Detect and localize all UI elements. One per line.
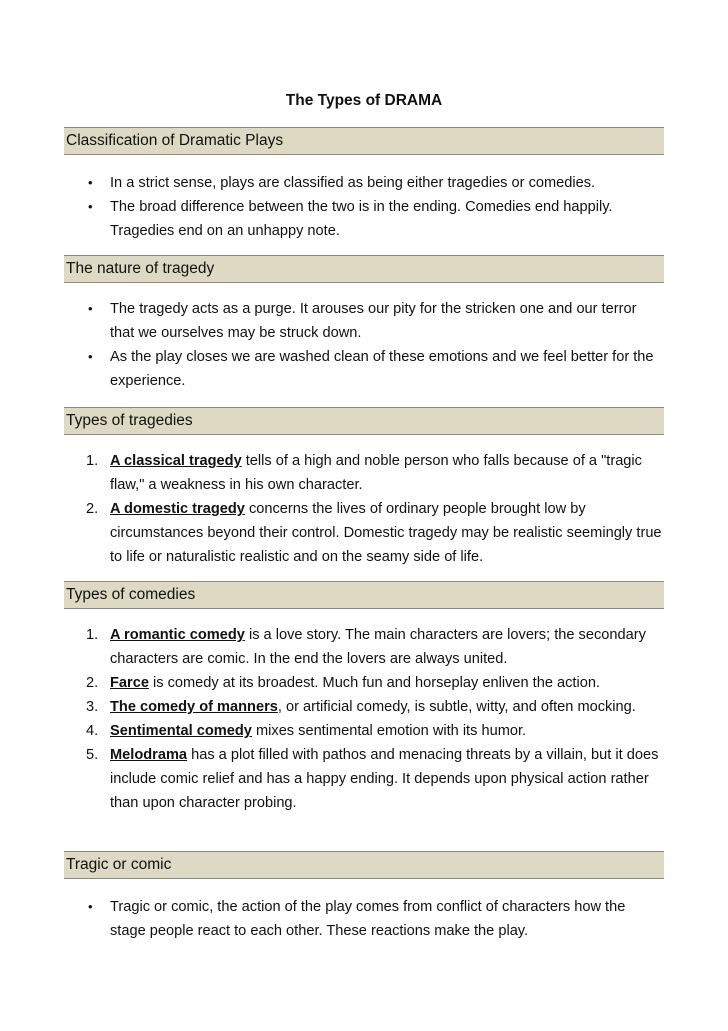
list-item — [64, 195, 664, 243]
defined-term: A classical tragedy — [110, 453, 242, 469]
defined-term: A romantic comedy — [110, 627, 245, 643]
list-item-text: has a plot filled with pathos and menacing threats by a villain, but it does include comic relief and has a happy ending. It depends upon physical action rather than upon character probing. — [110, 747, 659, 811]
list-item-text: In a strict sense, plays are classified as being either tragedies or comedies. — [110, 175, 596, 191]
number-marker: 2. — [86, 501, 99, 517]
number-marker: 3. — [86, 699, 99, 715]
list-item — [64, 345, 664, 393]
list-item-text: mixes sentimental emotion with its humor. — [251, 723, 527, 739]
bullet-marker: • — [88, 899, 93, 914]
list-item-text: The tragedy acts as a purge. It arouses our pity for the stricken one and our terror that we ourselves may be struck down. — [110, 301, 637, 341]
list-item — [64, 297, 664, 345]
bullet-marker: • — [88, 199, 93, 214]
section-list-types-of-comedies — [64, 623, 664, 815]
section-heading-nature-of-tragedy: The nature of tragedy — [64, 255, 664, 283]
list-item-text: is comedy at its broadest. Much fun and horseplay enliven the action. — [148, 675, 600, 691]
document-title: The Types of DRAMA — [285, 92, 443, 109]
defined-term: Sentimental comedy — [110, 723, 252, 739]
list-item — [64, 695, 664, 719]
list-item — [64, 743, 664, 815]
number-marker: 1. — [86, 453, 99, 469]
list-item-text: , or artificial comedy, is subtle, witty, and often mocking. — [277, 699, 636, 715]
number-marker: 4. — [86, 723, 99, 739]
list-item-text: Tragic or comic, the action of the play comes from conflict of characters how the stage people react to each other. These reactions make the play. — [110, 899, 626, 939]
list-item — [64, 719, 664, 743]
section-heading-types-of-tragedies: Types of tragedies — [64, 407, 664, 435]
list-item-text: tells of a high and noble person who falls because of a "tragic flaw," a weakness in his own character. — [110, 453, 642, 493]
section-list-tragic-or-comic — [64, 895, 664, 943]
section-heading-tragic-or-comic: Tragic or comic — [64, 851, 664, 879]
defined-term: Farce — [110, 675, 149, 691]
number-marker: 1. — [86, 627, 99, 643]
defined-term: A domestic tragedy — [110, 501, 245, 517]
section-heading-types-of-comedies: Types of comedies — [64, 581, 664, 609]
section-list-types-of-tragedies — [64, 449, 664, 569]
list-item — [64, 497, 664, 569]
bullet-marker: • — [88, 175, 93, 190]
number-marker: 5. — [86, 747, 99, 763]
defined-term: The comedy of manners — [110, 699, 278, 715]
bullet-marker: • — [88, 301, 93, 316]
defined-term: Melodrama — [110, 747, 188, 763]
list-item — [64, 671, 664, 695]
list-item-text: concerns the lives of ordinary people brought low by circumstances beyond their control. Domestic tragedy may be realistic seemingly true to life or naturalistic realistic and on the seamy side of life. — [110, 501, 662, 565]
list-item — [64, 171, 664, 195]
list-item — [64, 449, 664, 497]
list-item-text: As the play closes we are washed clean of these emotions and we feel better for the experience. — [110, 349, 654, 389]
list-item-text: The broad difference between the two is in the ending. Comedies end happily. Tragedies end on an unhappy note. — [110, 199, 613, 239]
list-item-text: is a love story. The main characters are lovers; the secondary characters are comic. In the end the lovers are always united. — [110, 627, 646, 667]
number-marker: 2. — [86, 675, 99, 691]
list-item — [64, 895, 664, 943]
section-heading-classification: Classification of Dramatic Plays — [64, 127, 664, 155]
section-list-nature-of-tragedy — [64, 297, 664, 393]
bullet-marker: • — [88, 349, 93, 364]
section-list-classification — [64, 171, 664, 243]
list-item — [64, 623, 664, 671]
